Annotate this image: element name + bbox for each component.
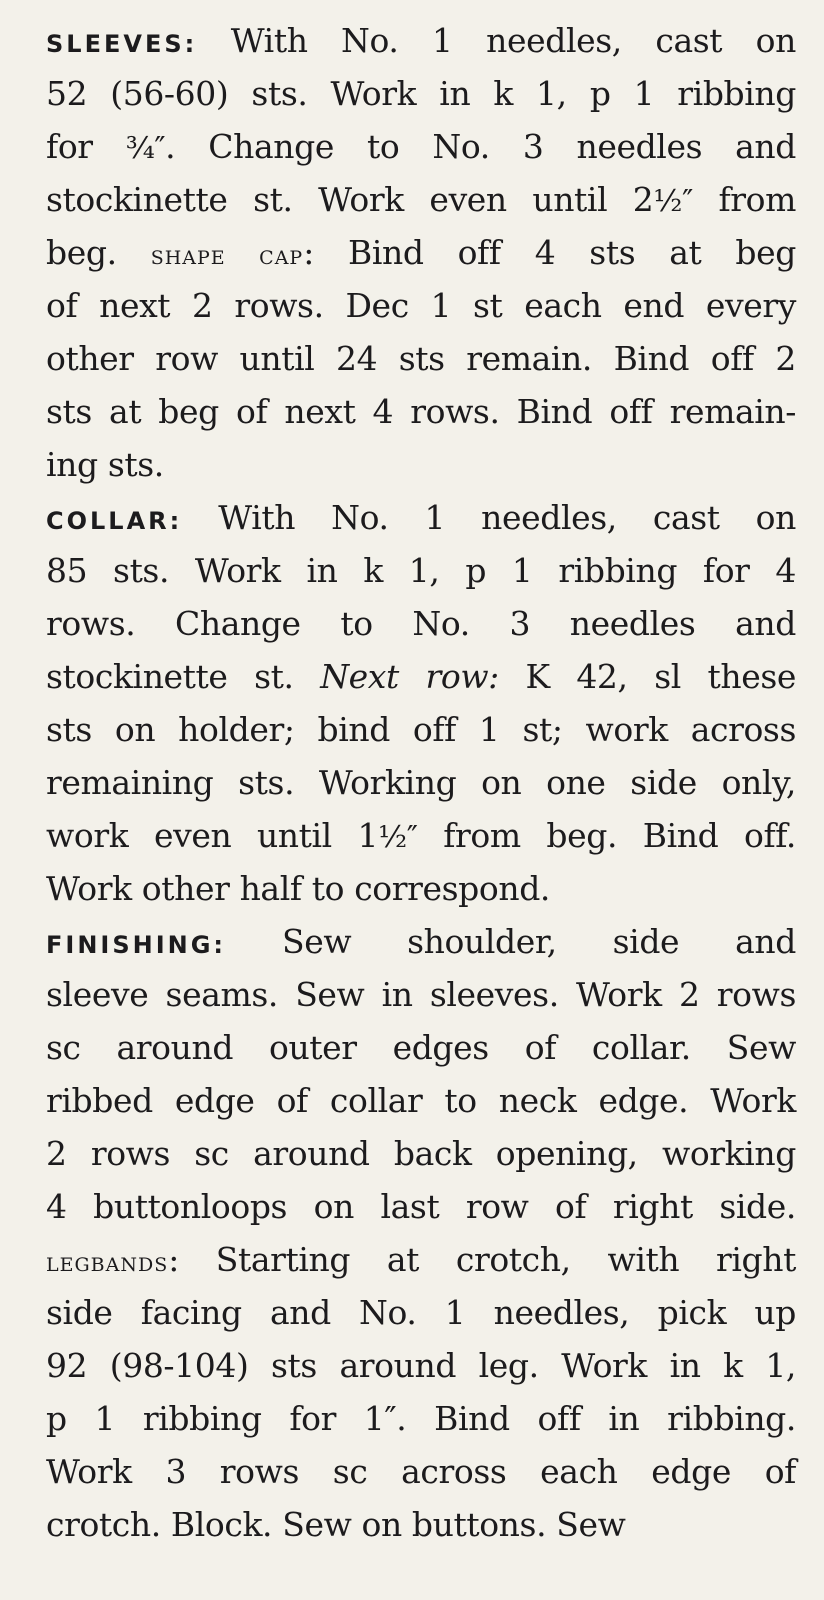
text-run: 85 sts. Work in k 1, p 1 ribbing for 4 xyxy=(46,551,796,590)
text-run: : Starting at crotch, with right xyxy=(168,1240,796,1279)
text-run: rows. Change to No. 3 needles and xyxy=(46,604,796,643)
text-run: sts on holder; bind off 1 st; work across xyxy=(46,710,796,749)
text-run: sc around outer edges of collar. Sew xyxy=(46,1028,796,1067)
text-run: ribbed edge of collar to neck edge. Work xyxy=(46,1081,796,1120)
text-line xyxy=(46,1339,796,1392)
text-run: 52 (56-60) sts. Work in k 1, p 1 ribbing xyxy=(46,74,796,113)
text-run: stockinette st. Work even until 2 xyxy=(46,180,654,219)
text-run: K 42, sl these xyxy=(498,657,796,696)
text-line xyxy=(46,385,796,438)
text-run: from xyxy=(692,180,797,219)
text-line xyxy=(46,332,796,385)
text-line xyxy=(46,862,796,915)
text-line xyxy=(46,809,796,862)
text-line xyxy=(46,1392,796,1445)
text-run: Work other half to correspond. xyxy=(46,869,551,908)
text-line xyxy=(46,491,796,544)
text-line xyxy=(46,226,796,279)
text-run: other row until 24 sts remain. Bind off 2 xyxy=(46,339,796,378)
text-run: : Bind off 4 sts at beg xyxy=(303,233,796,272)
text-line xyxy=(46,650,796,703)
text-run: 92 (98-104) sts around leg. Work in k 1, xyxy=(46,1346,796,1385)
text-run: With No. 1 needles, cast on xyxy=(182,498,796,537)
text-line xyxy=(46,14,796,67)
text-run: 4 buttonloops on last row of right side. xyxy=(46,1187,796,1226)
text-line xyxy=(46,120,796,173)
text-line xyxy=(46,1286,796,1339)
text-run: 2 rows sc around back opening, working xyxy=(46,1134,796,1173)
text-run: ½″ xyxy=(653,184,693,219)
text-run: beg. xyxy=(46,233,151,272)
text-run: stockinette st. xyxy=(46,657,321,696)
text-run: ½″ xyxy=(378,820,418,855)
text-line xyxy=(46,1180,796,1233)
text-line xyxy=(46,915,796,968)
section-heading: SLEEVES: xyxy=(46,30,198,58)
text-run: remaining sts. Working on one side only, xyxy=(46,763,796,802)
text-run: ing sts. xyxy=(46,445,164,484)
text-line xyxy=(46,173,796,226)
subheading: shape cap xyxy=(150,240,304,271)
text-line xyxy=(46,1127,796,1180)
text-run: for xyxy=(46,127,126,166)
text-run: ¾″ xyxy=(125,131,166,166)
subheading: legbands xyxy=(46,1247,169,1278)
text-line xyxy=(46,1498,796,1551)
text-line xyxy=(46,597,796,650)
text-run: p 1 ribbing for 1″. Bind off in ribbing. xyxy=(46,1399,796,1438)
text-line xyxy=(46,67,796,120)
section-collar xyxy=(46,491,796,915)
text-run: from beg. Bind off. xyxy=(417,816,796,855)
text-line xyxy=(46,1233,796,1286)
text-line xyxy=(46,756,796,809)
text-run: Sew shoulder, side and xyxy=(226,922,796,961)
text-run: side facing and No. 1 needles, pick up xyxy=(46,1293,796,1332)
text-run: crotch. Block. Sew on buttons. Sew xyxy=(46,1505,626,1544)
text-line xyxy=(46,1445,796,1498)
text-run: sleeve seams. Sew in sleeves. Work 2 rows xyxy=(46,975,796,1014)
text-run: Work 3 rows sc across each edge of xyxy=(46,1452,796,1491)
text-line xyxy=(46,438,796,491)
section-finishing xyxy=(46,915,796,1551)
italic-text: Next row: xyxy=(320,657,499,696)
text-line xyxy=(46,968,796,1021)
text-run: work even until 1 xyxy=(46,816,379,855)
text-run: of next 2 rows. Dec 1 st each end every xyxy=(46,286,796,325)
section-heading: FINISHING: xyxy=(46,931,227,959)
text-run: . Change to No. 3 needles and xyxy=(165,127,796,166)
text-line xyxy=(46,703,796,756)
text-run: With No. 1 needles, cast on xyxy=(197,21,796,60)
text-run: sts at beg of next 4 rows. Bind off remain- xyxy=(46,392,796,431)
text-line xyxy=(46,544,796,597)
text-line xyxy=(46,279,796,332)
text-line xyxy=(46,1021,796,1074)
section-sleeves xyxy=(46,14,796,491)
pattern-text-body xyxy=(46,14,796,1551)
text-line xyxy=(46,1074,796,1127)
section-heading: COLLAR: xyxy=(46,507,183,535)
